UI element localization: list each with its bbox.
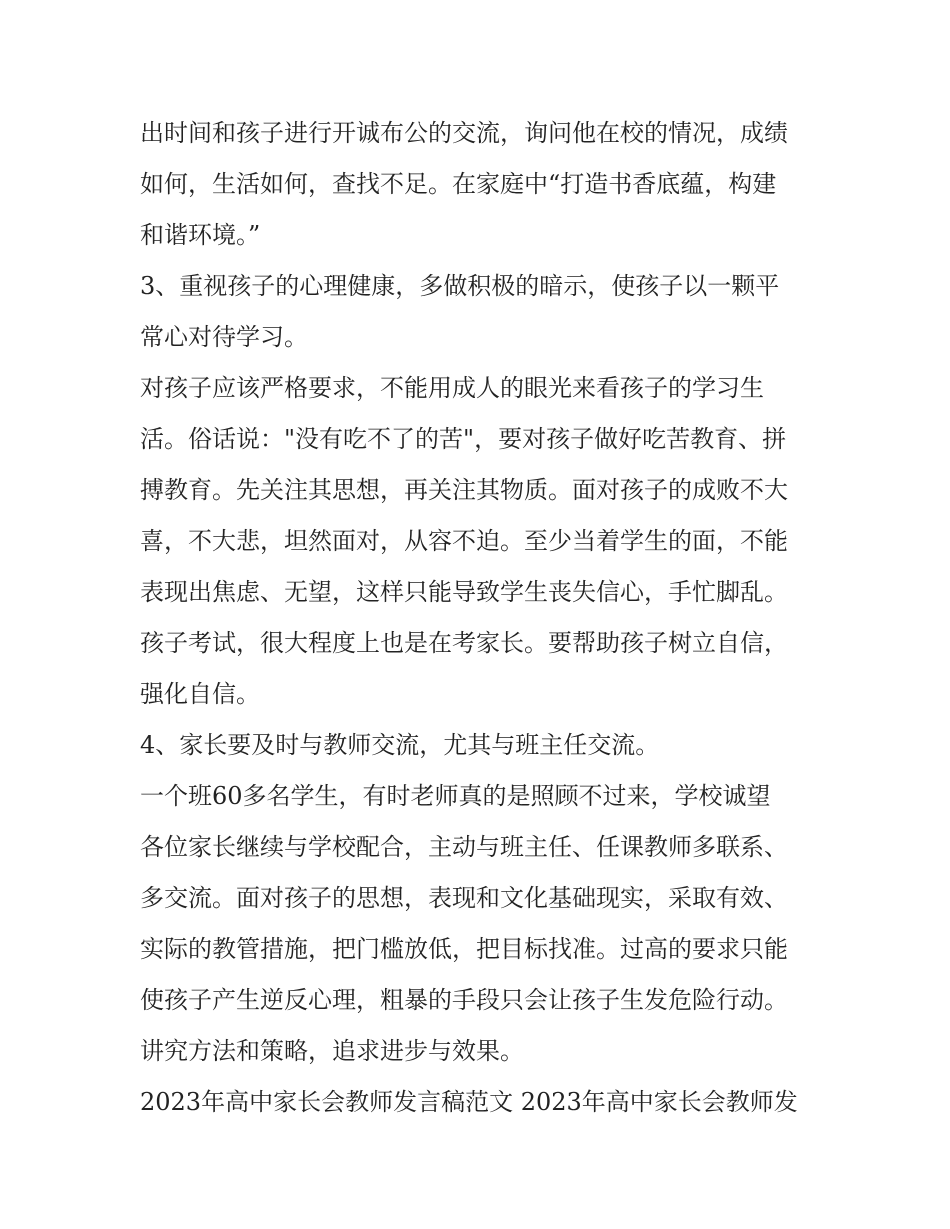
text-line: 喜，不大悲，坦然面对，从容不迫。至少当着学生的面，不能: [140, 527, 788, 555]
document-body: [140, 108, 830, 1128]
text-line: 和谐环境。”: [140, 221, 261, 249]
text-line: 如何，生活如何，查找不足。在家庭中“打造书香底蕴，构建: [140, 170, 777, 198]
text-line: 出时间和孩子进行开诚布公的交流，询问他在校的情况，成绩: [140, 119, 788, 147]
text-line: 一个班60多名学生，有时老师真的是照顾不过来，学校诚望: [140, 782, 771, 810]
heading-point-4: 4、家长要及时与教师交流，尤其与班主任交流。: [140, 731, 660, 759]
text-line: 强化自信。: [140, 680, 260, 708]
text-line: 常心对待学习。: [140, 323, 308, 351]
text-line: 活。俗话说："没有吃不了的苦"，要对孩子做好吃苦教育、拼: [140, 425, 787, 453]
text-line: 讲究方法和策略，追求进步与效果。: [140, 1037, 524, 1065]
text-line: 表现出焦虑、无望，这样只能导致学生丧失信心，手忙脚乱。: [140, 578, 788, 606]
text-line: 2023年高中家长会教师发言稿范文 2023年高中家长会教师发: [140, 1088, 798, 1116]
text-line: 实际的教管措施，把门槛放低，把目标找准。过高的要求只能: [140, 935, 788, 963]
text-line: 多交流。面对孩子的思想，表现和文化基础现实，采取有效、: [140, 884, 788, 912]
text-line: 搏教育。先关注其思想，再关注其物质。面对孩子的成败不大: [140, 476, 788, 504]
text-line: 对孩子应该严格要求，不能用成人的眼光来看孩子的学习生: [140, 374, 764, 402]
heading-point-3: 3、重视孩子的心理健康，多做积极的暗示，使孩子以一颗平: [140, 272, 780, 300]
text-line: 孩子考试，很大程度上也是在考家长。要帮助孩子树立自信，: [140, 629, 788, 657]
text-line: 各位家长继续与学校配合，主动与班主任、任课教师多联系、: [140, 833, 788, 861]
text-line: 使孩子产生逆反心理，粗暴的手段只会让孩子生发危险行动。: [140, 986, 788, 1014]
